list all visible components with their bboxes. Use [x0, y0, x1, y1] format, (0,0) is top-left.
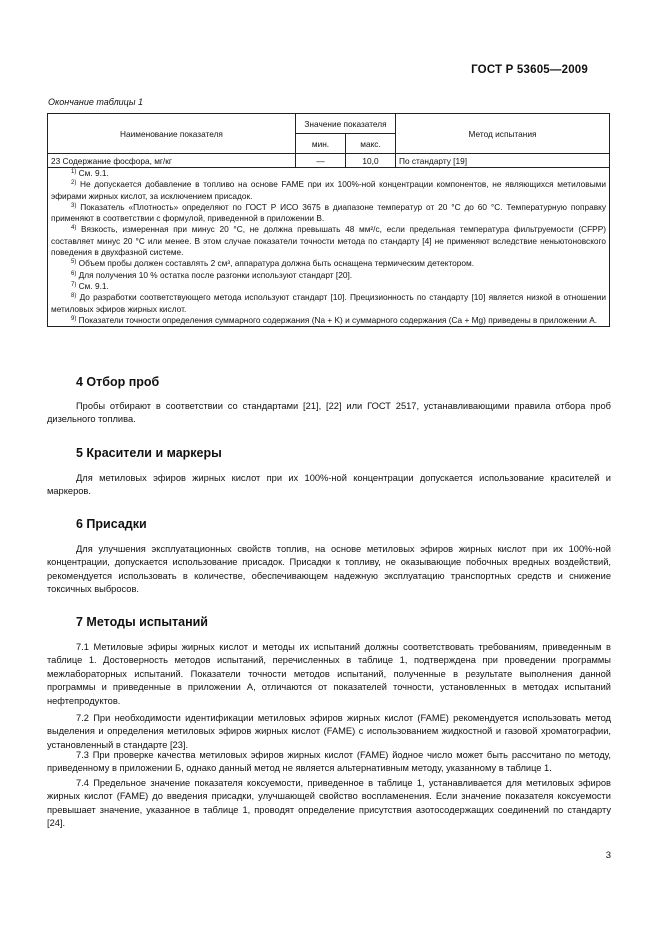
footnote-text: Вязкость, измеренная при минус 20 °С, не должна превышать 48 мм²/с, если предельная температура фильтруемости (CFPP) составляет минус 20 °С или менее. В этом случае показатели точности метода по стандарту [4] не применяют вследствие неньютоновского поведения в двухфазной системе. — [51, 224, 606, 258]
section-heading: 7 Методы испытаний — [76, 615, 208, 629]
section-paragraph — [47, 749, 611, 776]
footnote-text: Показатели точности определения суммарного содержания (Na + K) и суммарного содержания (Ca + Mg) приведены в приложении А. — [76, 314, 598, 325]
param-method: По стандарту [19] — [396, 154, 610, 168]
section-heading: 5 Красители и маркеры — [76, 446, 222, 460]
footnote-text: Показатель «Плотность» определяют по ГОСТ Р ИСО 3675 в диапазоне температур от 20 °С до 60 °С. Температурную поправку применяют в соответствии с формулой, приведенной в приложении В. — [51, 201, 606, 224]
footnote-text: См. 9.1. — [76, 168, 109, 178]
column-header-min: мин. — [296, 134, 346, 154]
footnote-text: До разработки соответствующего метода используют стандарт [10]. Прецизионность по стандарту [10] является низкой в отношении метиловых эфиров жирных кислот. — [51, 292, 606, 314]
footnote-marker: 1) — [71, 169, 77, 175]
footnote — [51, 281, 606, 292]
footnote-text: См. 9.1. — [76, 280, 109, 291]
footnote — [51, 224, 606, 258]
section-paragraph — [47, 400, 611, 427]
footnote — [51, 270, 606, 281]
footnote-marker: 8) — [71, 293, 77, 300]
footnote-text: Для получения 10 % остатка после разгонки используют стандарт [20]. — [76, 269, 353, 280]
footnote-marker: 5) — [71, 259, 77, 266]
table-row — [48, 154, 610, 168]
section-paragraph — [47, 712, 611, 752]
specification-table — [47, 113, 610, 327]
section-heading: 4 Отбор проб — [76, 375, 160, 389]
footnote-text: Не допускается добавление в топливо на основе FAME при их 100%-ной концентрации компонентов, не являющихся метиловыми эфирами жирных кислот, за исключением присадок. — [51, 179, 606, 201]
footnote-marker: 2) — [71, 180, 77, 187]
section-paragraph — [47, 641, 611, 708]
footnote — [51, 179, 606, 202]
param-min: — — [296, 154, 346, 168]
footnote — [51, 315, 606, 326]
footnote-marker: 4) — [71, 225, 77, 232]
footnote — [51, 202, 606, 225]
footnote-text: Объем пробы должен составлять 2 см³, аппаратура должна быть оснащена термическим детектором. — [76, 258, 475, 269]
section-paragraph — [47, 543, 611, 597]
table-continuation-label: Окончание таблицы 1 — [48, 97, 143, 107]
param-name: 23 Содержание фосфора, мг/кг — [48, 154, 296, 168]
column-header-name: Наименование показателя — [48, 114, 296, 154]
page-number: 3 — [605, 850, 611, 861]
column-header-method: Метод испытания — [396, 114, 610, 154]
footnote-marker: 3) — [71, 202, 77, 209]
section-paragraph — [47, 777, 611, 831]
paragraph-text: 7.3 При проверке качества метиловых эфиров жирных кислот (FAME) йодное число может быть рассчитано по методу, приведенному в приложении Б, однако данный метод не является альтернативным методу, указанному в таблице 1. — [47, 750, 611, 774]
section-paragraph — [47, 472, 611, 499]
footnote-marker: 7) — [71, 281, 77, 288]
table-footnotes — [48, 168, 610, 327]
footnote-marker: 9) — [71, 315, 77, 322]
column-header-value: Значение показателя — [296, 114, 396, 134]
footnote — [51, 292, 606, 315]
paragraph-text: 7.4 Предельное значение показателя коксуемости, приведенное в таблице 1, устанавливается для метиловых эфиров жирных кислот (FAME) до введения присадки, улучшающей свойство воспламенения. Если значение показателя коксуемости превышает значение, указанное в таблице 1, проводят определение присутствия азотосодержащих соединений по стандарту [24]. — [47, 778, 611, 829]
section-heading: 6 Присадки — [76, 517, 147, 531]
paragraph-text: Для метиловых эфиров жирных кислот при их 100%-ной концентрации допускается использование красителей и маркеров. — [47, 473, 611, 497]
paragraph-text: Пробы отбирают в соответствии со стандартами [21], [22] или ГОСТ 2517, устанавливающими правила отбора проб дизельного топлива. — [47, 401, 611, 425]
paragraph-text: 7.1 Метиловые эфиры жирных кислот и методы их испытаний должны соответствовать требованиям, приведенным в таблице 1. Достоверность методов испытаний, перечисленных в таблице 1, подтверждена при проведении программы межлабораторных испытаний. Показатели точности методов испытаний, полученные в результате выполнения данной программы и приведенные в приложении А, отличаются от показателей точности, установленных в методах испытаний нефтепродуктов. — [47, 642, 611, 706]
footnote — [51, 258, 606, 269]
footnote — [51, 168, 606, 179]
column-header-max: макс. — [346, 134, 396, 154]
document-id: ГОСТ Р 53605—2009 — [471, 64, 588, 76]
footnote-marker: 6) — [71, 270, 77, 277]
paragraph-text: 7.2 При необходимости идентификации метиловых эфиров жирных кислот (FAME) рекомендуется использовать метод выделения и определения метиловых эфиров жирных кислот (FAME) с использованием жидкостной и газовой хроматографии, установленный в стандарте [23]. — [47, 713, 611, 750]
paragraph-text: Для улучшения эксплуатационных свойств топлив, на основе метиловых эфиров жирных кислот при их 100%-ной концентрации, допускается использование присадок. Присадки к топливу, не оказывающие побочных вредных воздействий, рекомендуется использовать в количестве, обеспечивающем надежную эксплуатацию транспортных средств и снижение токсичных выбросов. — [47, 544, 611, 595]
param-max: 10,0 — [346, 154, 396, 168]
